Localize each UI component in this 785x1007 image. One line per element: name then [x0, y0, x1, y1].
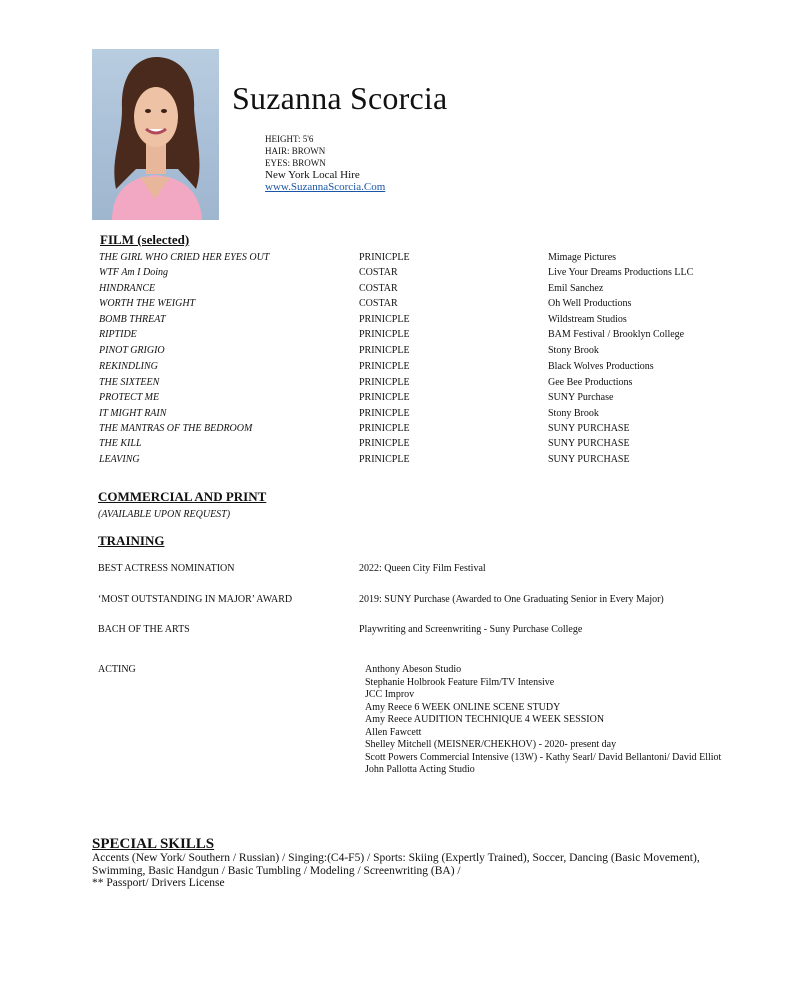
eyes-stat: EYES: BROWN: [265, 158, 326, 168]
film-role: PRINICPLE: [359, 361, 410, 372]
film-title: THE SIXTEEN: [99, 377, 160, 388]
film-row: [0, 267, 785, 281]
film-title: REKINDLING: [99, 361, 158, 372]
film-company: Stony Brook: [548, 408, 599, 419]
film-row: [0, 392, 785, 406]
acting-item: Shelley Mitchell (MEISNER/CHEKHOV) - 2020- present day: [365, 739, 617, 750]
film-role: PRINICPLE: [359, 392, 410, 403]
film-row: [0, 345, 785, 359]
film-company: Black Wolves Productions: [548, 361, 654, 372]
website-link[interactable]: www.SuzannaScorcia.Com: [265, 181, 386, 193]
acting-item: Amy Reece 6 WEEK ONLINE SCENE STUDY: [365, 701, 561, 713]
film-role: PRINICPLE: [359, 438, 410, 449]
film-title: THE KILL: [99, 438, 142, 449]
film-role: PRINICPLE: [359, 252, 410, 263]
acting-item: Allen Fawcett: [365, 726, 422, 738]
acting-item: John Pallotta Acting Studio: [365, 764, 475, 775]
training-value: 2022: Queen City Film Festival: [359, 563, 486, 574]
film-title: WORTH THE WEIGHT: [99, 298, 196, 309]
film-company: Stony Brook: [548, 345, 599, 356]
training-label: ‘MOST OUTSTANDING IN MAJOR’ AWARD: [98, 594, 293, 605]
film-company: Oh Well Productions: [548, 298, 632, 309]
film-role: PRINICPLE: [359, 345, 410, 356]
acting-item: JCC Improv: [365, 689, 415, 700]
actor-name: Suzanna Scorcia: [232, 80, 448, 116]
acting-item: Scott Powers Commercial Intensive (13W) - Kathy Searl/ David Bellantoni/ David Elliot: [365, 751, 722, 763]
commercial-note: (AVAILABLE UPON REQUEST): [98, 509, 231, 520]
film-company: SUNY PURCHASE: [548, 454, 630, 465]
acting-label: ACTING: [98, 664, 136, 675]
film-company: SUNY PURCHASE: [548, 423, 630, 434]
headshot-photo: [92, 49, 219, 220]
film-company: Emil Sanchez: [548, 283, 604, 294]
film-company: Mimage Pictures: [548, 252, 617, 263]
film-title: RIPTIDE: [99, 329, 137, 340]
film-role: PRINICPLE: [359, 314, 410, 325]
film-company: Gee Bee Productions: [548, 377, 633, 388]
acting-item: Amy Reece AUDITION TECHNIQUE 4 WEEK SESSION: [365, 714, 605, 725]
film-company: BAM Festival / Brooklyn College: [548, 329, 685, 340]
film-row: [0, 408, 785, 422]
film-row: [0, 361, 785, 375]
film-company: Wildstream Studios: [548, 314, 627, 325]
location-text: New York Local Hire: [265, 169, 360, 181]
film-company: SUNY Purchase: [548, 392, 614, 403]
hair-stat: HAIR: BROWN: [265, 146, 326, 156]
training-label: BACH OF THE ARTS: [98, 624, 190, 635]
acting-list: [365, 664, 721, 777]
film-role: PRINICPLE: [359, 329, 410, 340]
film-row: [0, 423, 785, 437]
commercial-heading: COMMERCIAL AND PRINT: [98, 489, 267, 504]
film-role: PRINICPLE: [359, 454, 410, 465]
training-heading: TRAINING: [98, 533, 165, 548]
acting-item: Stephanie Holbrook Feature Film/TV Intensive: [365, 676, 555, 688]
film-row: [0, 298, 785, 312]
film-title: WTF Am I Doing: [99, 267, 168, 278]
film-row: [0, 283, 785, 297]
film-role: COSTAR: [359, 267, 398, 278]
film-role: PRINICPLE: [359, 377, 410, 388]
film-company: Live Your Dreams Productions LLC: [548, 267, 694, 278]
film-title: THE GIRL WHO CRIED HER EYES OUT: [99, 252, 270, 263]
film-row: [0, 252, 785, 266]
skills-line: ** Passport/ Drivers License: [92, 877, 225, 889]
training-value: 2019: SUNY Purchase (Awarded to One Graduating Senior in Every Major): [359, 594, 664, 605]
skills-text: [92, 852, 732, 890]
film-title: BOMB THREAT: [99, 314, 166, 325]
film-row: [0, 314, 785, 328]
film-title: PINOT GRIGIO: [99, 345, 165, 356]
film-title: THE MANTRAS OF THE BEDROOM: [99, 423, 253, 434]
film-heading: FILM (selected): [100, 232, 190, 247]
film-title: IT MIGHT RAIN: [99, 408, 167, 419]
height-stat: HEIGHT: 5'6: [265, 134, 314, 144]
skills-line: Accents (New York/ Southern / Russian) / Singing:(C4-F5) / Sports: Skiing (Expertly Trained), Soccer, Dancing (Basic Movement), Swimming, Basic Handgun / Basic Tumbling / Modeling / Screenwriting (BA) /: [92, 852, 700, 877]
acting-item: Anthony Abeson Studio: [365, 664, 462, 675]
film-company: SUNY PURCHASE: [548, 438, 630, 449]
training-value: Playwriting and Screenwriting - Suny Purchase College: [359, 624, 583, 635]
film-role: COSTAR: [359, 298, 398, 309]
film-role: PRINICPLE: [359, 408, 410, 419]
film-title: LEAVING: [99, 454, 140, 465]
film-row: [0, 454, 785, 468]
film-row: [0, 329, 785, 343]
film-row: [0, 377, 785, 391]
film-title: HINDRANCE: [99, 283, 156, 294]
film-role: COSTAR: [359, 283, 398, 294]
stats-block: [265, 133, 385, 193]
skills-heading: SPECIAL SKILLS: [92, 836, 215, 852]
film-title: PROTECT ME: [99, 392, 160, 403]
film-role: PRINICPLE: [359, 423, 410, 434]
training-label: BEST ACTRESS NOMINATION: [98, 563, 235, 574]
film-row: [0, 438, 785, 452]
